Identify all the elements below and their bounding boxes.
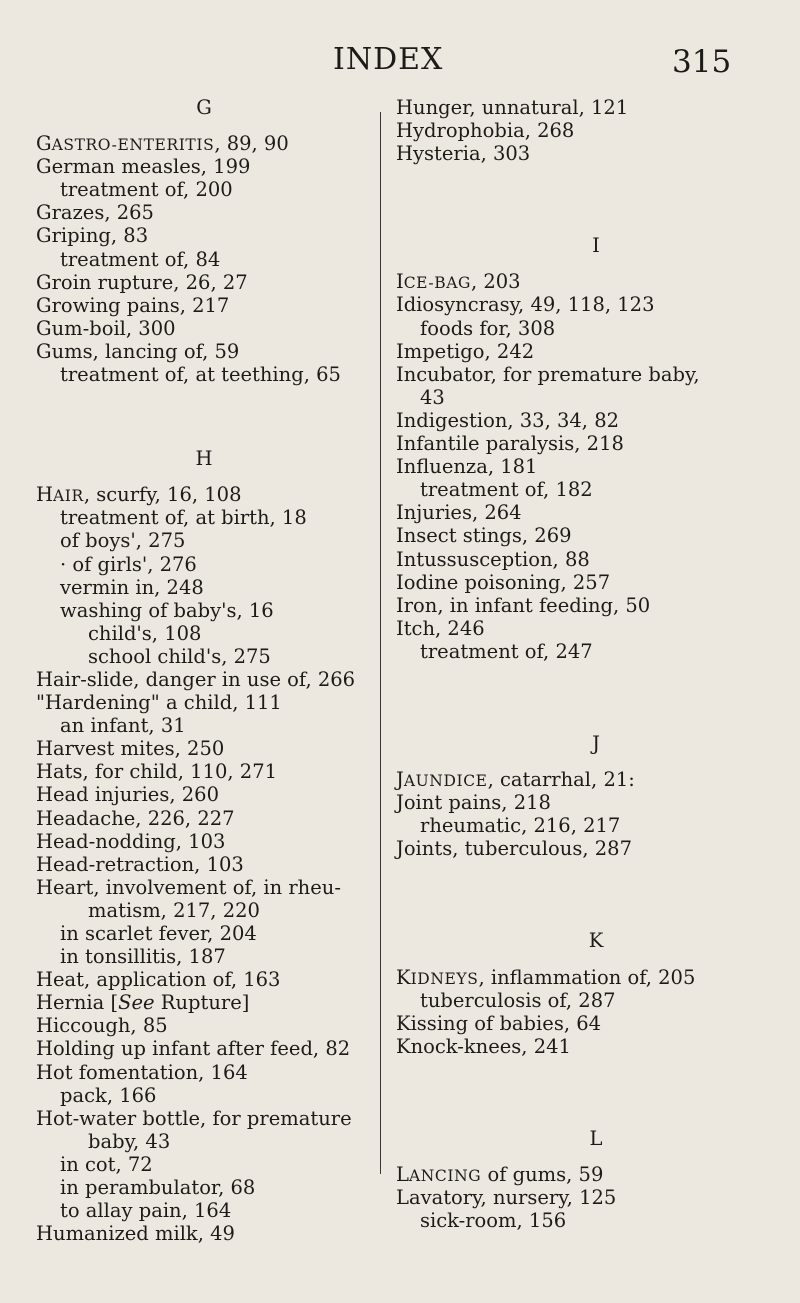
index-subentry: of boys', 275	[60, 529, 186, 553]
index-entry: Idiosyncrasy, 49, 118, 123	[396, 293, 655, 317]
column-divider	[380, 112, 381, 1174]
index-entry: Hot-water bottle, for premature	[36, 1106, 352, 1130]
index-subentry: in cot, 72	[60, 1152, 153, 1176]
page-header	[0, 40, 800, 90]
index-subentry: matism, 217, 220	[88, 898, 260, 922]
index-entry: Heart, involvement of, in rheu-	[36, 875, 341, 899]
index-entry: Growing pains, 217	[36, 293, 230, 317]
index-entry: Insect stings, 269	[396, 524, 572, 548]
index-entry: Hiccough, 85	[36, 1014, 168, 1038]
index-entry: Itch, 246	[396, 616, 485, 640]
index-entry: GASTRO-ENTERITIS, 89, 90	[36, 132, 289, 156]
index-entry: HAIR, scurfy, 16, 108	[36, 483, 242, 507]
index-subentry: an infant, 31	[60, 714, 186, 738]
index-entry: Hats, for child, 110, 271	[36, 760, 278, 784]
index-subentry: treatment of, 247	[420, 639, 593, 663]
index-subentry: 43	[420, 385, 445, 409]
index-entry: Impetigo, 242	[396, 339, 535, 363]
index-entry: Groin rupture, 26, 27	[36, 270, 248, 294]
index-entry: Iron, in infant feeding, 50	[396, 593, 651, 617]
index-entry: Indigestion, 33, 34, 82	[396, 408, 620, 432]
index-subentry: in scarlet fever, 204	[60, 922, 257, 945]
index-subentry: · of girls', 276	[60, 552, 197, 576]
index-entry: Head-retraction, 103	[36, 852, 244, 876]
index-subentry: vermin in, 248	[60, 575, 204, 599]
index-subentry: baby, 43	[88, 1129, 171, 1153]
index-entry: Hydrophobia, 268	[396, 119, 575, 143]
index-entry: Knock-knees, 241	[396, 1034, 571, 1058]
index-subentry: to allay pain, 164	[60, 1199, 232, 1223]
index-entry: Humanized milk, 49	[36, 1222, 235, 1246]
page-number: 315	[672, 44, 732, 80]
index-subentry: washing of baby's, 16	[60, 598, 274, 622]
index-entry: Intussusception, 88	[396, 547, 590, 571]
index-entry: Injuries, 264	[396, 501, 522, 525]
section-letter-g: G	[196, 96, 212, 119]
index-subentry: treatment of, at teething, 65	[60, 363, 341, 387]
index-entry: Hernia [See Rupture]	[36, 991, 250, 1015]
index-entry: Hair-slide, danger in use of, 266	[36, 667, 356, 691]
index-entry: Hot fomentation, 164	[36, 1060, 248, 1084]
index-entry: Infantile paralysis, 218	[396, 432, 624, 456]
index-subentry: treatment of, at birth, 18	[60, 506, 307, 530]
index-subentry: pack, 166	[60, 1083, 157, 1107]
index-entry: Grazes, 265	[36, 201, 154, 225]
index-entry: Iodine poisoning, 257	[396, 570, 611, 594]
index-entry: Lavatory, nursery, 125	[396, 1186, 617, 1210]
index-entry: Harvest mites, 250	[36, 737, 225, 761]
index-subentry: treatment of, 182	[420, 478, 593, 502]
index-entry: Hunger, unnatural, 121	[396, 96, 629, 119]
index-entry: Gum-boil, 300	[36, 316, 176, 340]
index-entry: Gums, lancing of, 59	[36, 339, 240, 363]
index-subentry: sick-room, 156	[420, 1209, 567, 1233]
index-entry: Incubator, for premature baby,	[396, 362, 700, 386]
index-entry: Joint pains, 218	[396, 791, 551, 815]
index-subentry: in perambulator, 68	[60, 1176, 256, 1200]
index-entry: "Hardening" a child, 111	[36, 691, 282, 715]
index-entry: Joints, tuberculous, 287	[396, 837, 632, 861]
index-entry: Heat, application of, 163	[36, 968, 281, 992]
index-subentry: child's, 108	[88, 621, 202, 645]
index-entry: ICE-BAG, 203	[396, 270, 521, 294]
index-entry: LANCING of gums, 59	[396, 1163, 604, 1186]
index-entry: German measles, 199	[36, 155, 251, 179]
section-letter-h: H	[195, 447, 213, 471]
index-subentry: treatment of, 84	[60, 247, 221, 271]
index-entry: JAUNDICE, catarrhal, 21:	[396, 768, 635, 792]
page-title: INDEX	[333, 42, 444, 77]
index-subentry: school child's, 275	[88, 644, 271, 668]
index-subentry: rheumatic, 216, 217	[420, 814, 621, 838]
index-subentry: treatment of, 200	[60, 178, 233, 202]
left-column	[36, 96, 372, 1245]
right-column	[396, 96, 796, 1232]
section-letter-k: K	[588, 929, 604, 953]
index-entry: Griping, 83	[36, 224, 149, 248]
index-entry: Influenza, 181	[396, 455, 538, 479]
index-entry: Holding up infant after feed, 82	[36, 1037, 351, 1061]
section-letter-i: I	[592, 234, 600, 258]
section-letter-j: J	[592, 731, 600, 755]
index-entry: Head injuries, 260	[36, 783, 219, 807]
index-entry: Head-nodding, 103	[36, 829, 226, 853]
index-subentry: foods for, 308	[420, 316, 556, 340]
index-entry: KIDNEYS, inflammation of, 205	[396, 965, 696, 989]
index-entry: Hysteria, 303	[396, 142, 531, 166]
section-letter-l: L	[589, 1126, 603, 1150]
index-subentry: tuberculosis of, 287	[420, 988, 616, 1012]
index-subentry: in tonsillitis, 187	[60, 945, 226, 969]
index-entry: Kissing of babies, 64	[396, 1011, 602, 1035]
index-entry: Headache, 226, 227	[36, 806, 235, 830]
